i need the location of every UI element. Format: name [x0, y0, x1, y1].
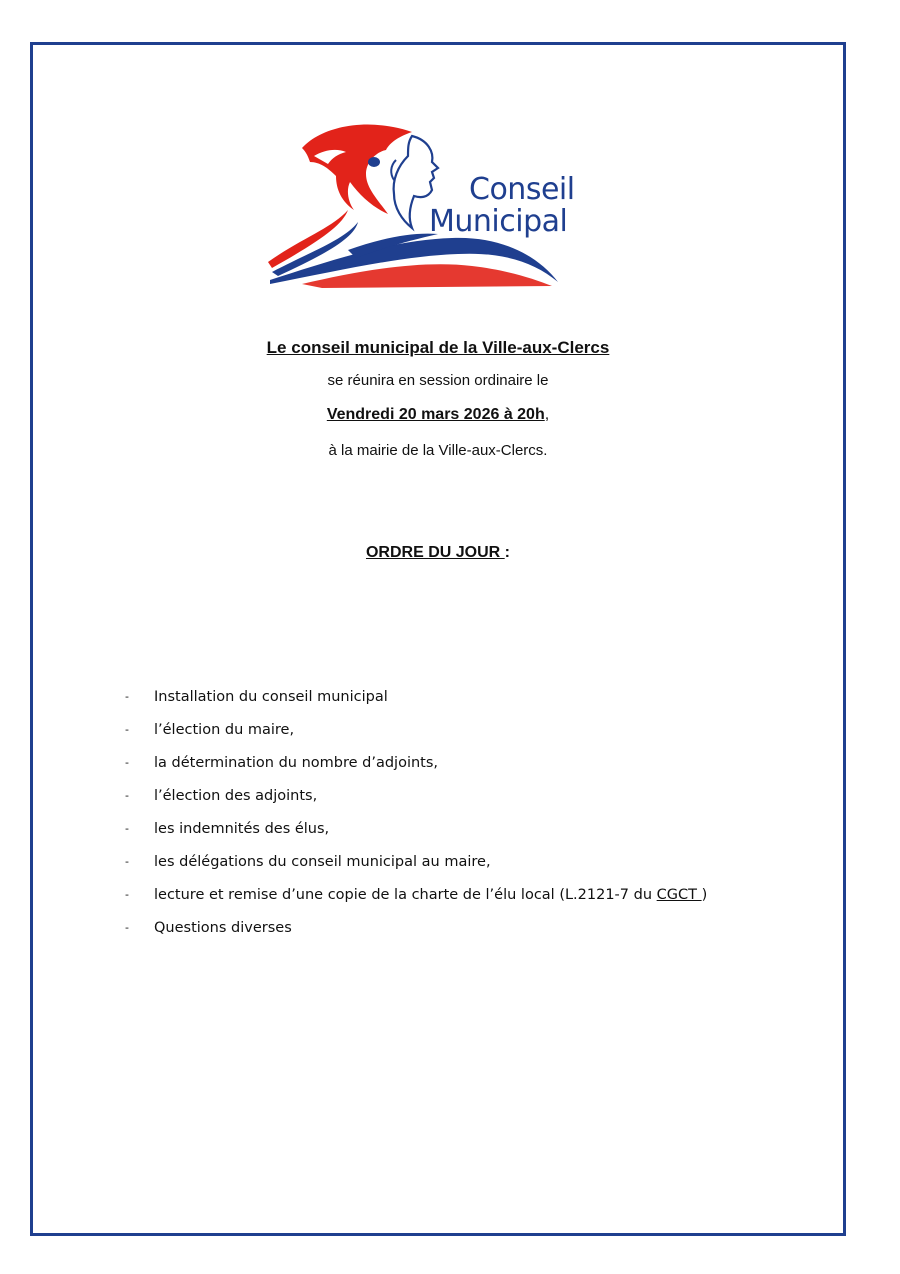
bullet-dash: - [125, 690, 129, 703]
agenda-item-text: les indemnités des élus, [154, 821, 330, 837]
bullet-dash: - [125, 723, 129, 736]
notice-date [30, 406, 846, 424]
bullet-dash: - [125, 789, 129, 802]
agenda-item-text: la détermination du nombre d’adjoints, [154, 755, 439, 771]
cgct-reference: CGCT [656, 887, 702, 903]
agenda-heading-text: ORDRE DU JOUR [365, 544, 505, 561]
bullet-dash: - [125, 822, 129, 835]
agenda-list [125, 686, 707, 950]
notice-location: à la mairie de la Ville-aux-Clercs. [328, 442, 548, 459]
logo-wordmark [429, 174, 575, 238]
notice-date-text: Vendredi 20 mars 2026 à 20h [326, 406, 545, 423]
list-item [125, 719, 707, 752]
agenda-item-text: les délégations du conseil municipal au maire, [154, 854, 491, 870]
agenda-heading [30, 544, 846, 562]
bullet-dash: - [125, 855, 129, 868]
bullet-dash: - [125, 888, 129, 901]
list-item [125, 917, 707, 950]
list-item [125, 884, 707, 917]
notice-title: Le conseil municipal de la Ville-aux-Clercs [266, 338, 610, 357]
list-item [125, 686, 707, 719]
conseil-municipal-logo [262, 110, 582, 290]
notice-session-line: se réunira en session ordinaire le [327, 372, 549, 389]
notice-date-suffix: , [544, 406, 550, 423]
logo-text-municipal: Municipal [429, 204, 568, 239]
list-item [125, 752, 707, 785]
agenda-item-text: Questions diverses [154, 920, 292, 936]
agenda-heading-suffix: : [504, 544, 510, 561]
bullet-dash: - [125, 921, 129, 934]
list-item [125, 785, 707, 818]
agenda-item-text: Installation du conseil municipal [154, 689, 388, 705]
agenda-item-7-main: lecture et remise d’une copie de la charte de l’élu local (L.2121-7 du [154, 887, 657, 903]
list-item [125, 818, 707, 851]
logo-text-conseil: Conseil [469, 172, 575, 207]
agenda-item-text: l’élection des adjoints, [154, 788, 318, 804]
agenda-item-7-suffix: ) [701, 887, 708, 903]
bullet-dash: - [125, 756, 129, 769]
agenda-item-text: l’élection du maire, [154, 722, 295, 738]
list-item [125, 851, 707, 884]
agenda-item-text [154, 887, 707, 903]
